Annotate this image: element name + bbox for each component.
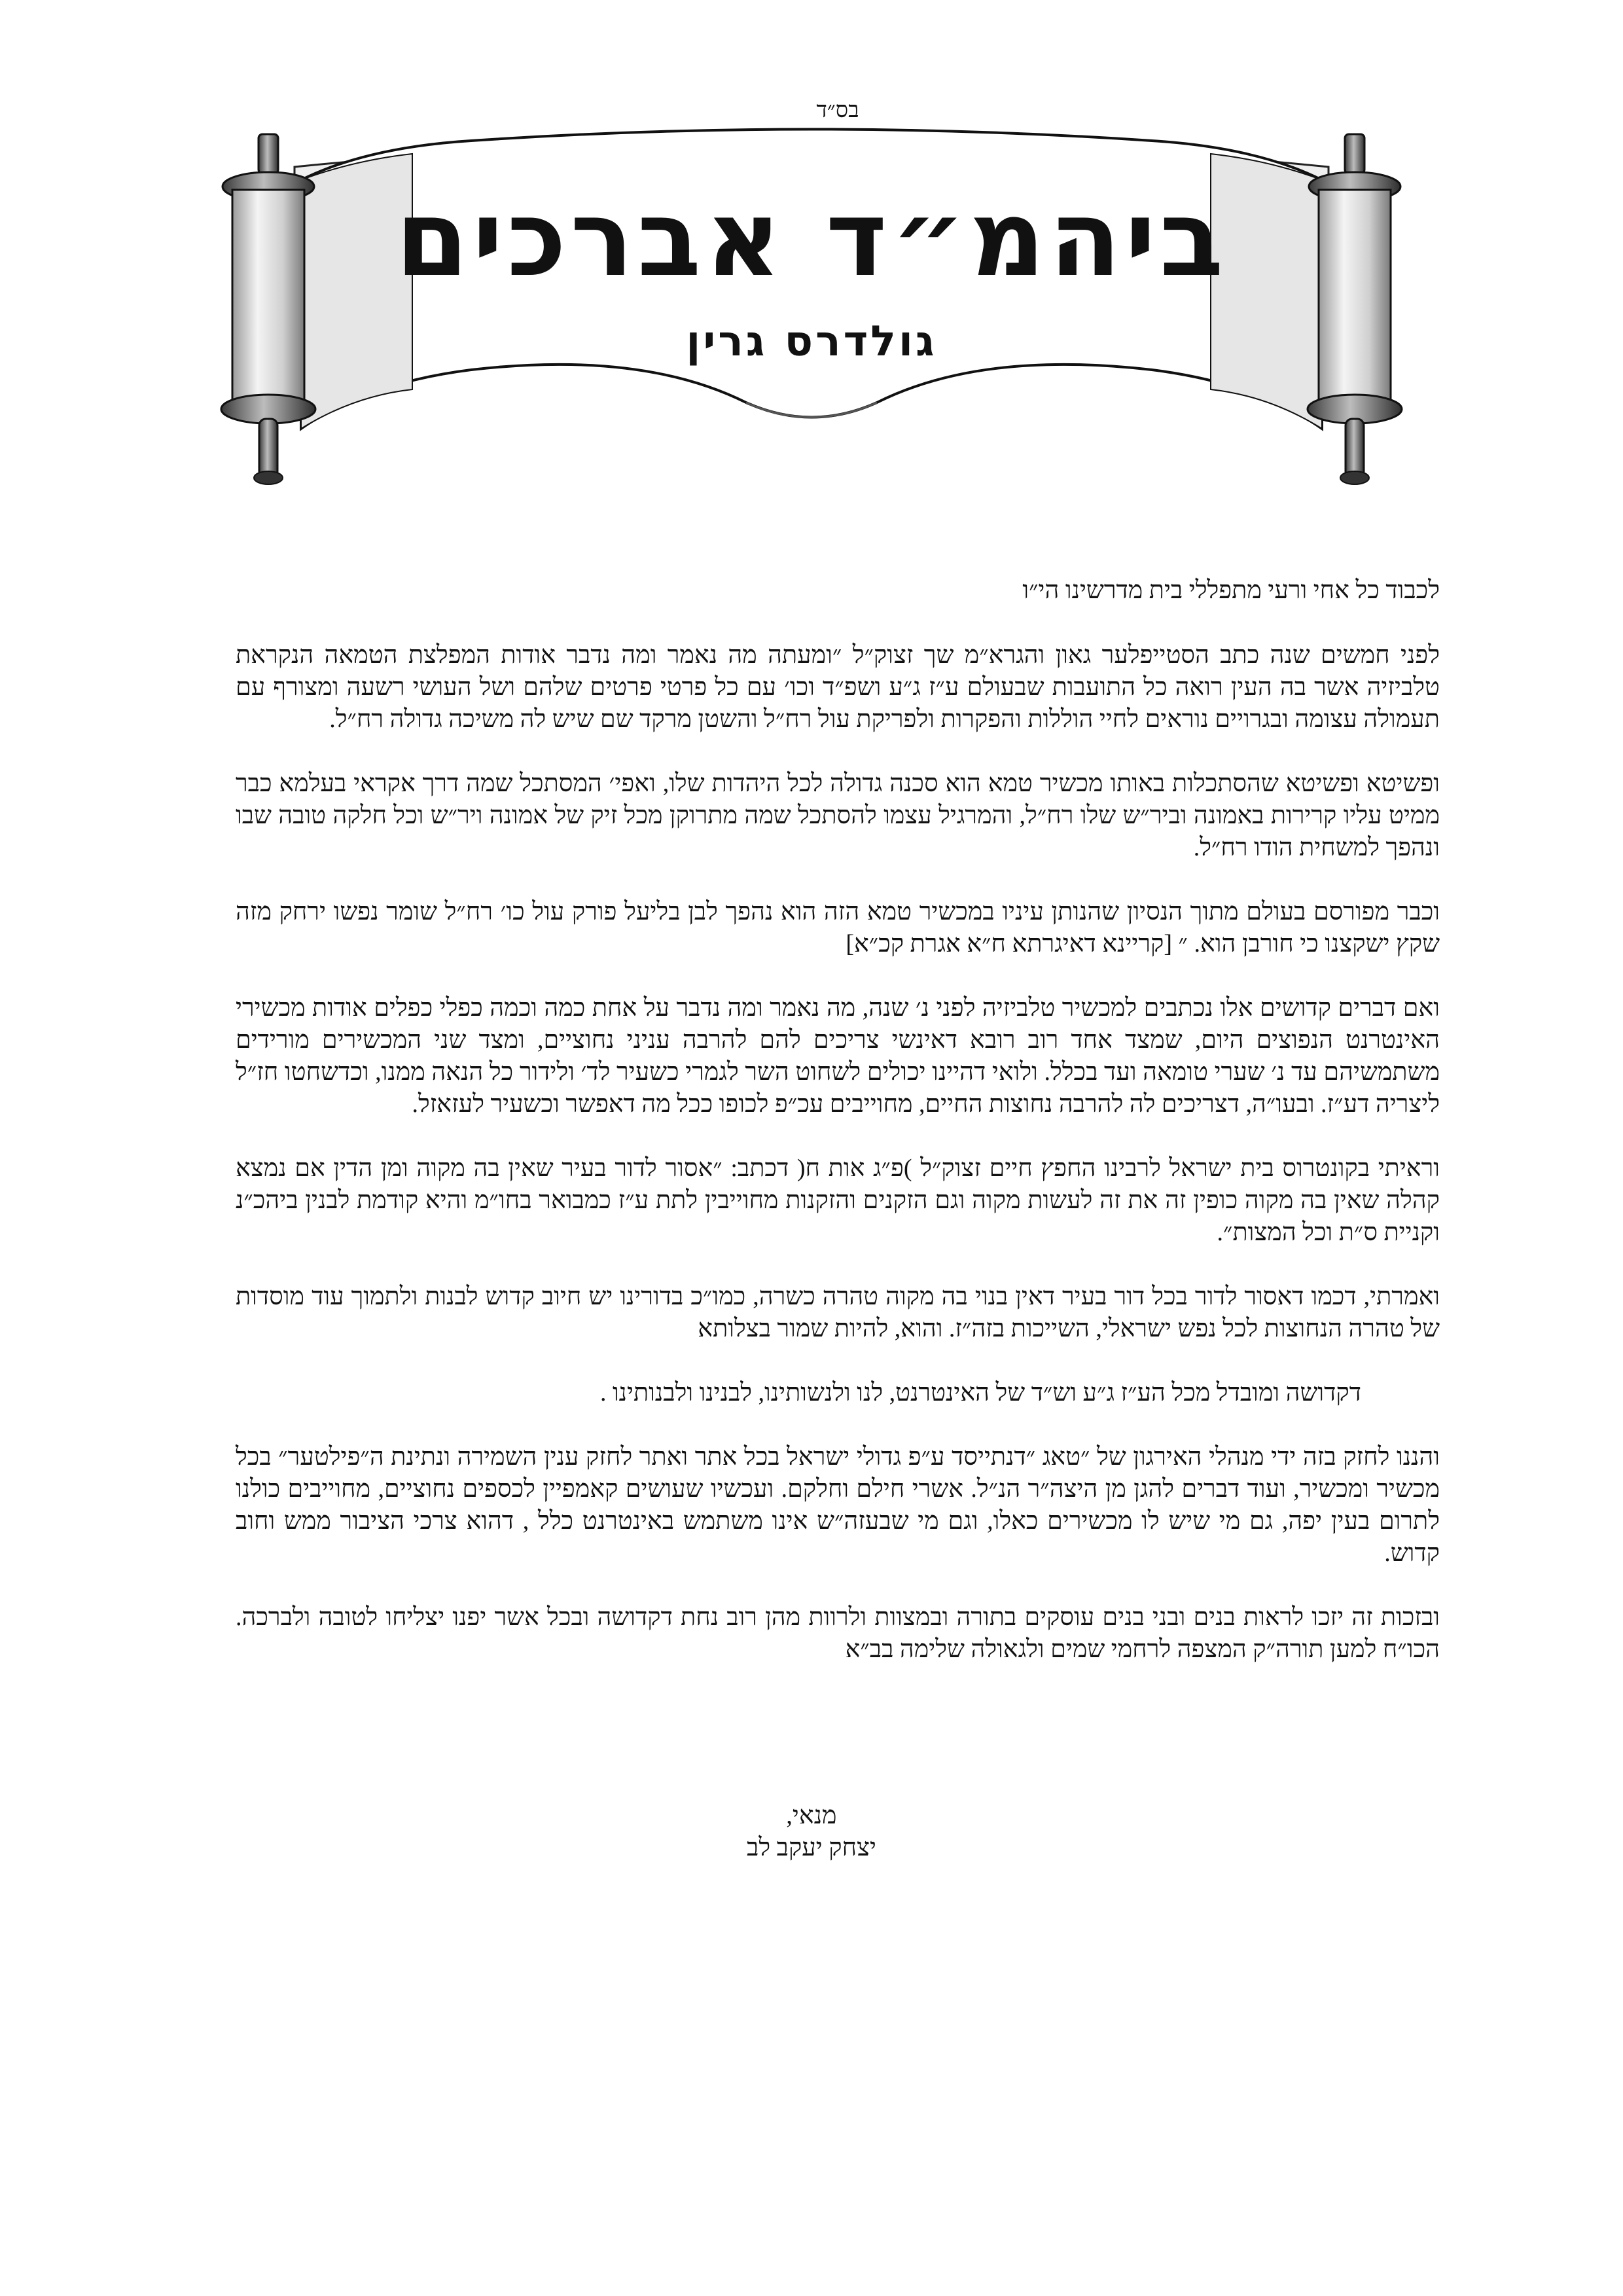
letter-paragraph: והננו לחזק בזה ידי מנהלי האירגון של ״טאג ״דנתייסד ע״פ גדולי ישראל בכל אתר ואתר לחזק ענין השמירה ונתינת ה״פילטער״ בכל מכשיר ומכשיר, ועוד דברים להגן מן היצה״ר הנ״ל. אשרי חילם וחלקם. ועכשיו שעושים קאמפיין לכספים נחוציים, מחוייבים כולנו לתרום בעין יפה, גם מי שיש לו מכשירים כאלו, וגם מי שבעזה״ש אינו משתמש באינטרנט כלל , דהוא צרכי הציבור ממש וחוב קדוש. <box>236 1443 1440 1567</box>
letter-paragraph: לפני חמשים שנה כתב הסטייפלער גאון והגרא״מ שך זצוק״ל ״ומעתה מה נאמר ומה נדבר אודות המפלצת הטמאה הנקראת טלביזיה אשר בה העין רואה כל התועבות שבעולם ע״ז ג״ע ושפ״ד וכו׳ עם כל פרטי פרטים שלהם ושל העושי רשעה ומצורף עם תעמולה עצומה ובגרויים נוראים לחיי הוללות והפקרות ולפריקת עול רח״ל והשטן מרקד שם שיש לה משיכה גדולה רח״ל. <box>236 641 1440 733</box>
letter-paragraph: ואמרתי, דכמו דאסור לדור בכל דור בעיר דאין בנוי בה מקוה טהרה כשרה, כמו״כ בדורינו יש חיוב קדוש לבנות ולתמוך עוד מוסדות של טהרה הנחוצות לכל נפש ישראלי, השייכות בזה״ז. והוא, להיות שמור בצלותא <box>236 1283 1440 1342</box>
banner-subtitle: גולדרס גרין <box>686 317 937 366</box>
letter-paragraph: דקדושה ומובדל מכל הע״ז ג״ע וש״ד של האינטרנט, לנו ולנשותינו, לבנינו ולבנותינו . <box>599 1379 1361 1407</box>
bsd-mark: בס״ד <box>816 98 859 122</box>
letter-paragraph: ואם דברים קדושים אלו נכתבים למכשיר טלביזיה לפני נ׳ שנה, מה נאמר ומה נדבר על אחת כמה וכמה כפלי כפלים אודות מכשירי האינטרנט הנפוצים היום, שמצד אחד רוב רובא דאינשי צריכים להם להרבה עניני נחוציים, ומצד שני המכשירים מורידים משתמשיהם עד נ׳ שערי טומאה ועד בכלל. ולואי דהיינו יכולים לשחוט השר לגמרי כשעיר לד׳ ולידור כל הנאה ממנו, וכדשחטו חז״ל ליצריה דע״ז. ובעו״ה, דצריכים לה להרבה נחוצות החיים, מחוייבים עכ״פ לכופו ככל מה דאפשר וכשעיר לעזאזל. <box>236 994 1440 1118</box>
letter-greeting: לכבוד כל אחי ורעי מתפללי בית מדרשינו הי״ו <box>1022 577 1440 604</box>
letter-paragraph: וראיתי בקונטרוס בית ישראל לרבינו החפץ חיים זצוק״ל )פ״ג אות ח( דכתב: ״אסור לדור בעיר שאין בה מקוה ומן הדין אם נמצא קהלה שאין בה מקוה כופין זה את זה לעשות מקוה וגם הזקנים והזקנות מחוייבין לתת ע״ז כמבואר בחו״מ והיא קודמת לבנין ביהכ״נ וקניית ס״ת וכל המצות״. <box>236 1155 1440 1246</box>
signature-name: יצחק יעקב לב <box>747 1834 876 1861</box>
letter-paragraph: וכבר מפורסם בעולם מתוך הנסיון שהנותן עיניו במכשיר טמא הזה הוא נהפך לבן בליעל פורק עול כו׳ רח״ל שומר נפשו ירחק מזה שקץ ישקצנו כי חורבן הוא. ״ [קריינא דאיגרתא ח״א אגרת קכ״א] <box>236 898 1440 958</box>
banner-title: ביהמ״ד אברכים <box>395 177 1228 300</box>
signature-block <box>681 1800 942 1864</box>
letter-paragraph: ופשיטא ופשיטא שהסתכלות באותו מכשיר טמא הוא סכנה גדולה לכל היהדות שלו, ואפי׳ המסתכל שמה דרך אקראי בעלמא כבר ממיט עליו קרירות באמונה וביר״ש שלו רח״ל, והמרגיל עצמו להסתכל שמה מתרוקן מכל זיק של אמונה ויר״ש וכל חלקה טובה שבו ונהפך למשחית הודו רח״ל. <box>236 770 1440 861</box>
letter-body <box>236 575 1440 1698</box>
scroll-banner <box>196 121 1427 501</box>
letter-paragraph: ובזכות זה יזכו לראות בנים ובני בנים עוסקים בתורה ובמצוות ולרוות מהן רוב נחת דקדושה ובכל אשר יפנו יצליחו לטובה ולברכה. הכו״ח למען תורה״ק המצפה לרחמי שמים ולגאולה שלימה בב״א <box>236 1604 1440 1663</box>
signature-closing: מנאי, <box>786 1802 837 1829</box>
